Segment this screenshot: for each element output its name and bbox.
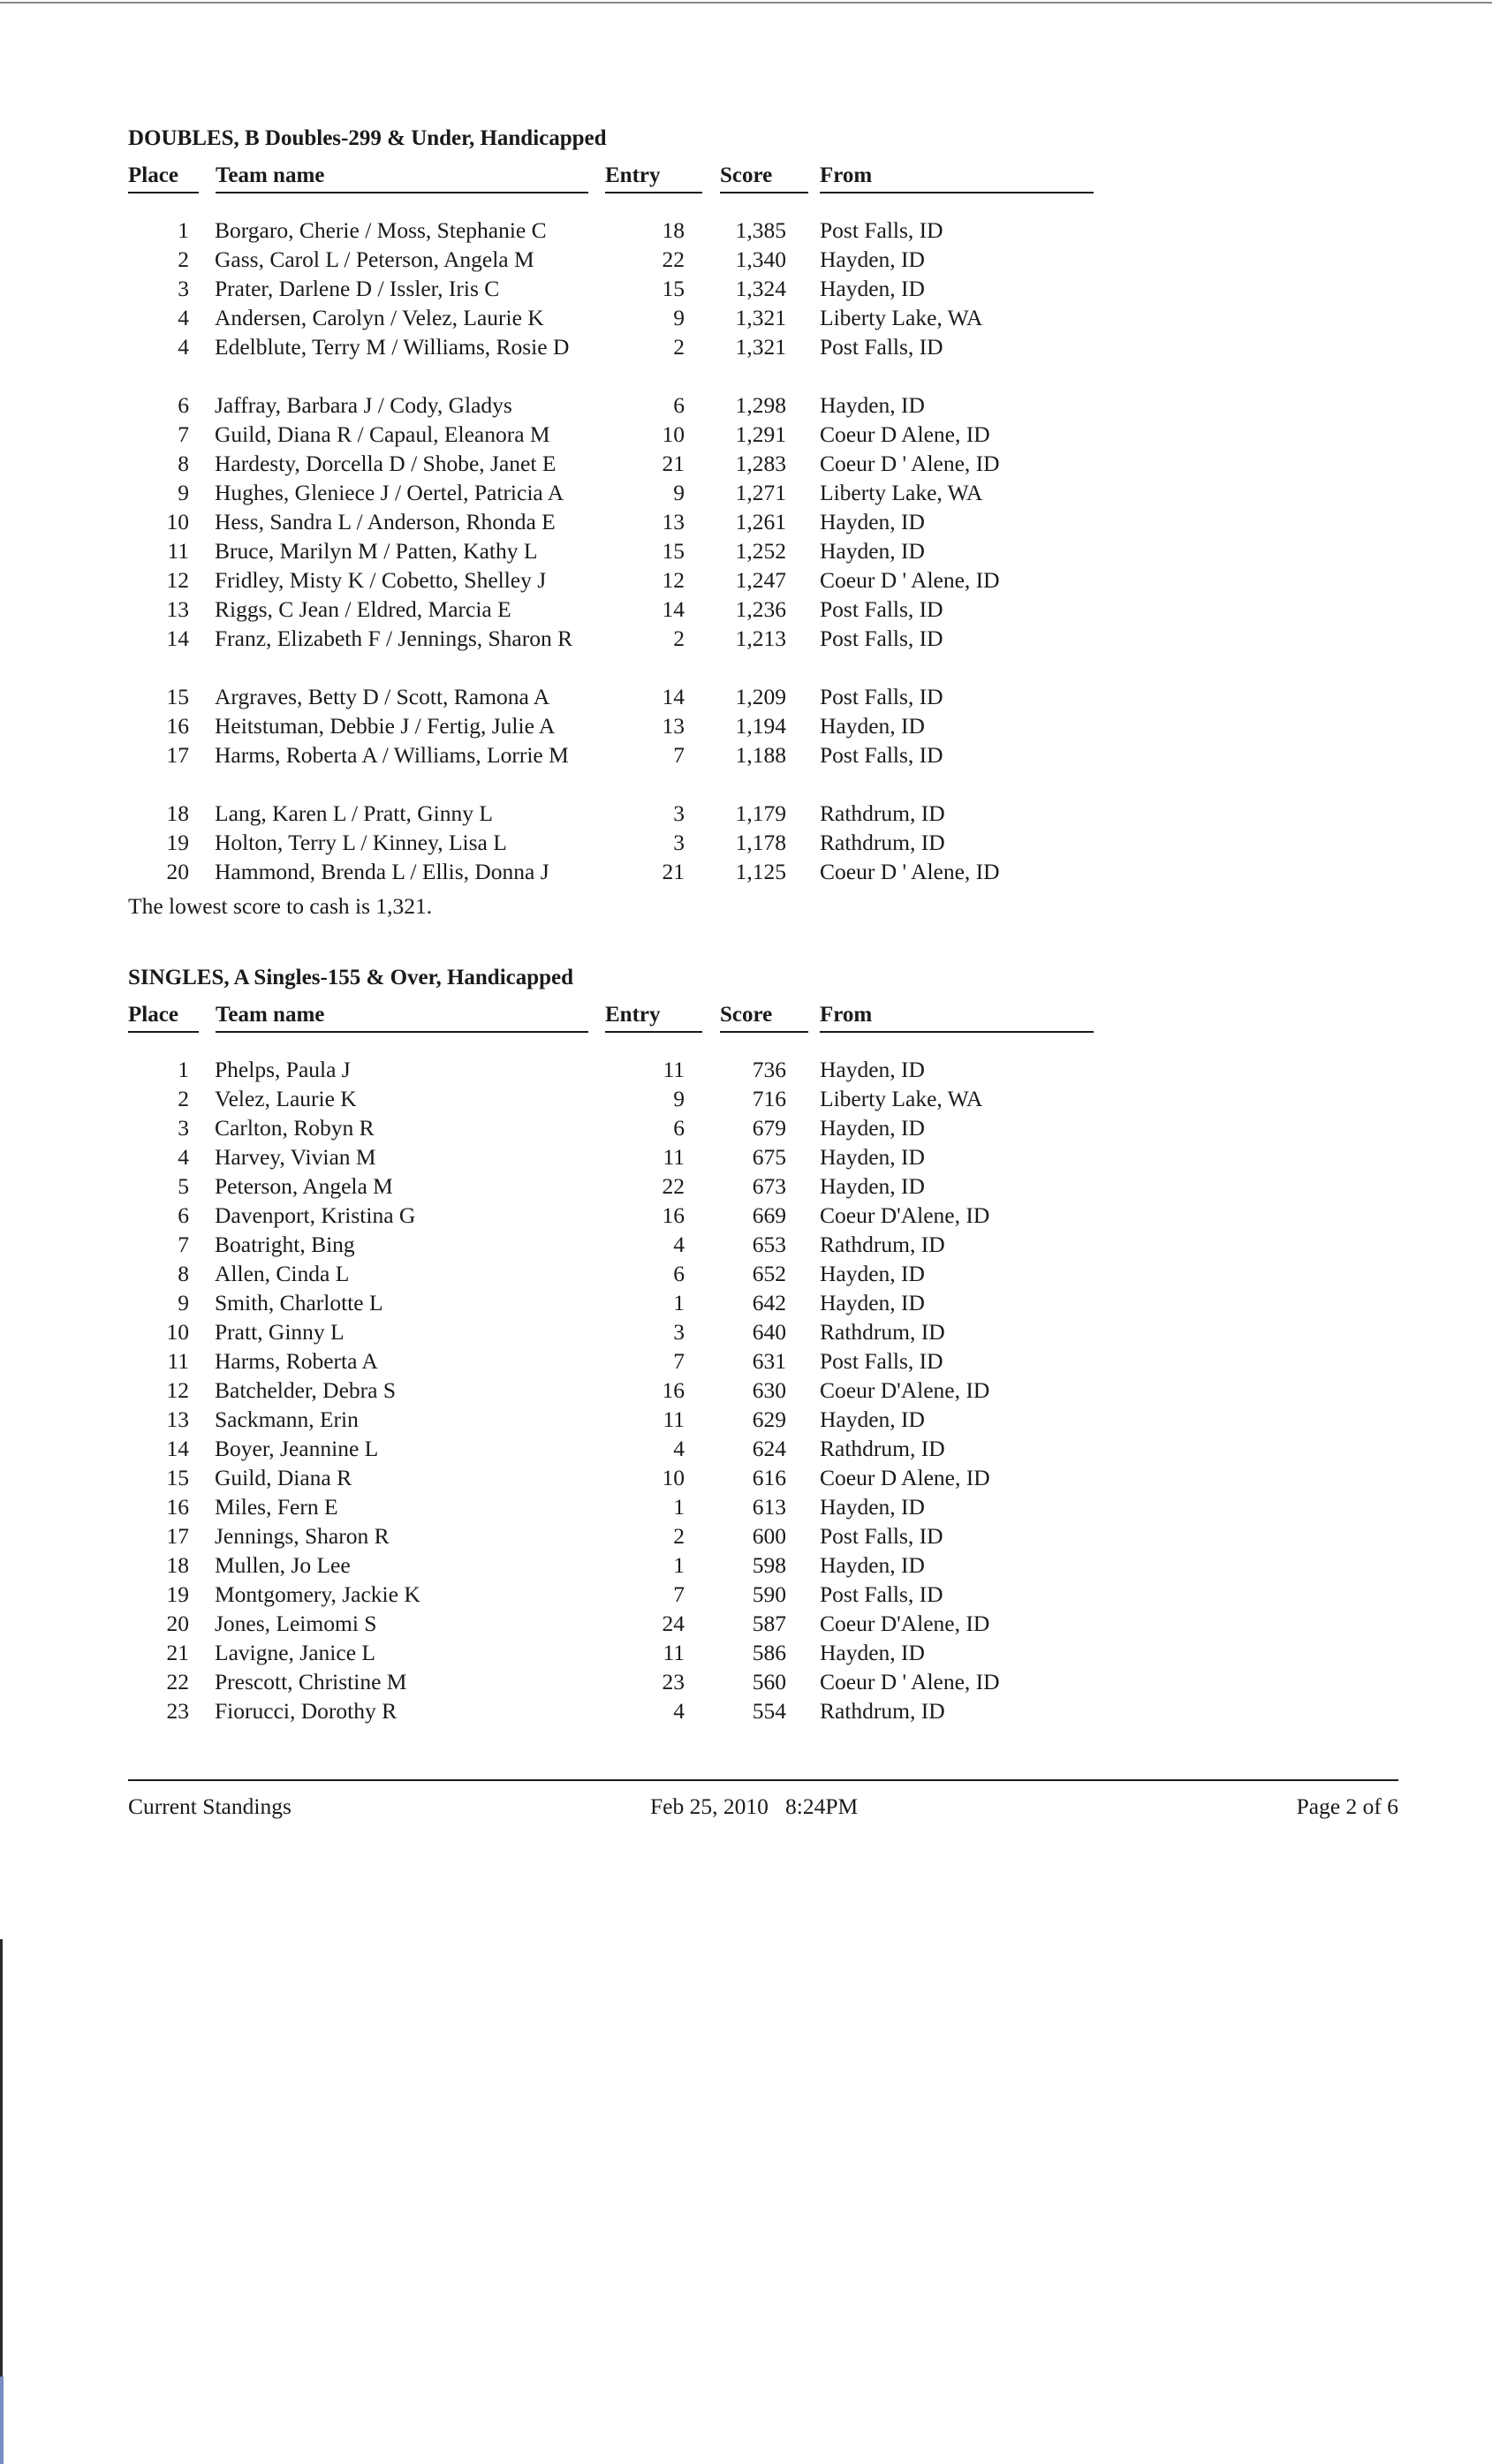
row-from: Hayden, ID — [820, 1552, 925, 1578]
row-place: 19 — [166, 830, 189, 855]
row-score: 1,283 — [735, 451, 786, 476]
row-team-name: Lavigne, Janice L — [215, 1640, 375, 1665]
cash-note: The lowest score to cash is 1,321. — [128, 893, 433, 919]
row-score: 1,385 — [735, 217, 786, 243]
table-row — [128, 595, 1100, 624]
row-score: 1,194 — [735, 713, 786, 739]
row-entry: 1 — [673, 1494, 685, 1520]
col-header-score: Score — [720, 163, 773, 187]
row-team-name: Phelps, Paula J — [215, 1057, 351, 1082]
row-place: 15 — [166, 1465, 189, 1490]
table-row — [128, 1696, 1100, 1725]
row-team-name: Jones, Leimomi S — [215, 1611, 377, 1636]
row-place: 14 — [166, 1436, 189, 1461]
row-team-name: Peterson, Angela M — [215, 1173, 393, 1199]
row-from: Hayden, ID — [820, 713, 925, 739]
row-from: Hayden, ID — [820, 1494, 925, 1520]
table-row — [128, 303, 1100, 332]
row-from: Coeur D ' Alene, ID — [820, 567, 1000, 593]
row-place: 1 — [178, 1057, 189, 1082]
row-place: 9 — [178, 1290, 189, 1315]
table-row — [128, 1317, 1100, 1346]
row-team-name: Velez, Laurie K — [215, 1086, 357, 1111]
row-entry: 3 — [673, 830, 685, 855]
table-row — [128, 1084, 1100, 1113]
col-header-team: Team name — [216, 1003, 325, 1027]
row-team-name: Harvey, Vivian M — [215, 1144, 376, 1170]
row-team-name: Hughes, Gleniece J / Oertel, Patricia A — [215, 480, 564, 505]
table-row — [128, 799, 1100, 828]
row-from: Coeur D'Alene, ID — [820, 1377, 990, 1403]
row-from: Liberty Lake, WA — [820, 305, 983, 330]
row-team-name: Hammond, Brenda L / Ellis, Donna J — [215, 859, 549, 884]
row-place: 1 — [178, 217, 189, 243]
row-score: 613 — [752, 1494, 786, 1520]
row-score: 600 — [752, 1523, 786, 1549]
row-score: 590 — [752, 1581, 786, 1607]
row-from: Rathdrum, ID — [820, 800, 945, 826]
row-entry: 14 — [662, 596, 685, 622]
row-place: 7 — [178, 1232, 189, 1257]
row-score: 1,321 — [735, 305, 786, 330]
row-team-name: Prater, Darlene D / Issler, Iris C — [215, 276, 500, 301]
row-from: Post Falls, ID — [820, 596, 943, 622]
row-score: 1,321 — [735, 334, 786, 360]
row-from: Rathdrum, ID — [820, 1698, 945, 1724]
row-team-name: Holton, Terry L / Kinney, Lisa L — [215, 830, 507, 855]
scan-left-edge-tint — [0, 2377, 4, 2464]
row-place: 17 — [166, 742, 189, 768]
row-from: Post Falls, ID — [820, 742, 943, 768]
table-row — [128, 216, 1100, 245]
row-place: 10 — [166, 509, 189, 534]
row-from: Coeur D ' Alene, ID — [820, 859, 1000, 884]
row-score: 675 — [752, 1144, 786, 1170]
row-place: 5 — [178, 1173, 189, 1199]
col-underline-entry — [605, 192, 702, 193]
col-underline-place — [128, 1031, 199, 1033]
row-team-name: Mullen, Jo Lee — [215, 1552, 351, 1578]
row-team-name: Andersen, Carolyn / Velez, Laurie K — [215, 305, 544, 330]
row-score: 586 — [752, 1640, 786, 1665]
row-place: 22 — [166, 1669, 189, 1694]
row-from: Coeur D Alene, ID — [820, 421, 990, 447]
row-team-name: Boyer, Jeannine L — [215, 1436, 379, 1461]
row-entry: 10 — [662, 1465, 685, 1490]
col-header-from: From — [820, 1003, 873, 1027]
row-score: 587 — [752, 1611, 786, 1636]
row-from: Rathdrum, ID — [820, 830, 945, 855]
row-place: 23 — [166, 1698, 189, 1724]
row-entry: 23 — [662, 1669, 685, 1694]
singles-table-body — [128, 1055, 1100, 1725]
row-team-name: Smith, Charlotte L — [215, 1290, 383, 1315]
row-entry: 9 — [673, 480, 685, 505]
table-row — [128, 1580, 1100, 1609]
row-entry: 13 — [662, 509, 685, 534]
row-from: Rathdrum, ID — [820, 1319, 945, 1345]
footer-page-number: Page 2 of 6 — [1296, 1793, 1398, 1819]
table-row — [128, 1055, 1100, 1084]
row-score: 736 — [752, 1057, 786, 1082]
row-entry: 6 — [673, 1261, 685, 1286]
table-row — [128, 1201, 1100, 1230]
row-entry: 21 — [662, 451, 685, 476]
row-from: Post Falls, ID — [820, 625, 943, 651]
row-entry: 4 — [673, 1436, 685, 1461]
row-team-name: Allen, Cinda L — [215, 1261, 350, 1286]
table-row — [128, 1288, 1100, 1317]
row-entry: 2 — [673, 334, 685, 360]
row-team-name: Hess, Sandra L / Anderson, Rhonda E — [215, 509, 556, 534]
table-row — [128, 449, 1100, 478]
row-score: 629 — [752, 1406, 786, 1432]
row-place: 11 — [167, 538, 189, 564]
table-row — [128, 1492, 1100, 1521]
row-team-name: Sackmann, Erin — [215, 1406, 359, 1432]
table-row — [128, 1171, 1100, 1201]
scan-top-edge — [0, 2, 1492, 4]
row-entry: 11 — [663, 1144, 685, 1170]
row-team-name: Fiorucci, Dorothy R — [215, 1698, 398, 1724]
row-place: 4 — [178, 334, 189, 360]
row-from: Hayden, ID — [820, 1115, 925, 1141]
row-score: 673 — [752, 1173, 786, 1199]
table-row — [128, 1521, 1100, 1550]
row-from: Hayden, ID — [820, 1261, 925, 1286]
row-from: Post Falls, ID — [820, 684, 943, 709]
col-underline-team — [216, 192, 588, 193]
row-from: Hayden, ID — [820, 392, 925, 418]
row-team-name: Guild, Diana R / Capaul, Eleanora M — [215, 421, 550, 447]
row-score: 669 — [752, 1202, 786, 1228]
table-row — [128, 1550, 1100, 1580]
row-score: 616 — [752, 1465, 786, 1490]
table-row — [128, 1259, 1100, 1288]
row-from: Post Falls, ID — [820, 217, 943, 243]
row-team-name: Boatright, Bing — [215, 1232, 355, 1257]
row-place: 6 — [178, 392, 189, 418]
row-entry: 1 — [673, 1290, 685, 1315]
col-header-from: From — [820, 163, 873, 187]
row-score: 653 — [752, 1232, 786, 1257]
table-row — [128, 1638, 1100, 1667]
row-from: Rathdrum, ID — [820, 1436, 945, 1461]
row-entry: 7 — [673, 1581, 685, 1607]
row-team-name: Edelblute, Terry M / Williams, Rosie D — [215, 334, 570, 360]
col-underline-score — [720, 192, 808, 193]
row-score: 560 — [752, 1669, 786, 1694]
footer-title: Current Standings — [128, 1793, 292, 1819]
col-underline-from — [820, 192, 1094, 193]
row-place: 3 — [178, 1115, 189, 1141]
col-header-entry: Entry — [605, 1003, 661, 1027]
row-entry: 11 — [663, 1406, 685, 1432]
table-row — [128, 624, 1100, 682]
row-score: 1,236 — [735, 596, 786, 622]
table-row — [128, 1376, 1100, 1405]
footer-rule — [128, 1779, 1398, 1781]
row-from: Post Falls, ID — [820, 334, 943, 360]
row-from: Hayden, ID — [820, 276, 925, 301]
row-score: 642 — [752, 1290, 786, 1315]
table-row — [128, 857, 1100, 886]
row-from: Hayden, ID — [820, 1406, 925, 1432]
col-underline-place — [128, 192, 199, 193]
col-underline-entry — [605, 1031, 702, 1033]
row-place: 21 — [166, 1640, 189, 1665]
row-score: 1,247 — [735, 567, 786, 593]
row-score: 1,340 — [735, 246, 786, 272]
row-place: 15 — [166, 684, 189, 709]
table-row — [128, 1142, 1100, 1171]
col-header-score: Score — [720, 1003, 773, 1027]
row-place: 8 — [178, 451, 189, 476]
row-from: Hayden, ID — [820, 1290, 925, 1315]
row-place: 11 — [167, 1348, 189, 1374]
col-header-entry: Entry — [605, 163, 661, 187]
table-row — [128, 1667, 1100, 1696]
row-team-name: Heitstuman, Debbie J / Fertig, Julie A — [215, 713, 556, 739]
table-row — [128, 274, 1100, 303]
table-row — [128, 1609, 1100, 1638]
row-from: Post Falls, ID — [820, 1523, 943, 1549]
table-row — [128, 1434, 1100, 1463]
row-entry: 10 — [662, 421, 685, 447]
row-score: 652 — [752, 1261, 786, 1286]
row-score: 1,125 — [735, 859, 786, 884]
row-score: 1,291 — [735, 421, 786, 447]
row-score: 716 — [752, 1086, 786, 1111]
table-row — [128, 1346, 1100, 1376]
row-entry: 9 — [673, 305, 685, 330]
row-team-name: Guild, Diana R — [215, 1465, 352, 1490]
singles-section-title: SINGLES, A Singles-155 & Over, Handicapped — [128, 966, 574, 989]
row-from: Rathdrum, ID — [820, 1232, 945, 1257]
row-from: Hayden, ID — [820, 509, 925, 534]
row-entry: 16 — [662, 1202, 685, 1228]
row-from: Coeur D ' Alene, ID — [820, 451, 1000, 476]
row-entry: 4 — [673, 1232, 685, 1257]
row-place: 16 — [166, 1494, 189, 1520]
row-from: Liberty Lake, WA — [820, 480, 983, 505]
doubles-table-body — [128, 216, 1100, 886]
row-score: 1,261 — [735, 509, 786, 534]
table-row — [128, 828, 1100, 857]
doubles-section-title: DOUBLES, B Doubles-299 & Under, Handicapped — [128, 126, 607, 150]
row-score: 1,179 — [735, 800, 786, 826]
row-entry: 16 — [662, 1377, 685, 1403]
col-underline-score — [720, 1031, 808, 1033]
row-place: 13 — [166, 596, 189, 622]
row-score: 598 — [752, 1552, 786, 1578]
row-entry: 11 — [663, 1057, 685, 1082]
row-team-name: Montgomery, Jackie K — [215, 1581, 420, 1607]
table-row — [128, 1113, 1100, 1142]
table-row — [128, 245, 1100, 274]
table-row — [128, 478, 1100, 507]
row-team-name: Jennings, Sharon R — [215, 1523, 390, 1549]
row-team-name: Pratt, Ginny L — [215, 1319, 345, 1345]
row-score: 1,209 — [735, 684, 786, 709]
row-entry: 18 — [662, 217, 685, 243]
row-entry: 15 — [662, 538, 685, 564]
row-place: 16 — [166, 713, 189, 739]
row-place: 20 — [166, 1611, 189, 1636]
row-place: 4 — [178, 305, 189, 330]
row-entry: 11 — [663, 1640, 685, 1665]
row-entry: 13 — [662, 713, 685, 739]
row-entry: 2 — [673, 1523, 685, 1549]
row-from: Post Falls, ID — [820, 1581, 943, 1607]
singles-section — [128, 963, 1100, 1725]
row-score: 1,324 — [735, 276, 786, 301]
row-place: 2 — [178, 1086, 189, 1111]
row-place: 2 — [178, 246, 189, 272]
row-place: 8 — [178, 1261, 189, 1286]
row-place: 20 — [166, 859, 189, 884]
row-place: 18 — [166, 800, 189, 826]
row-from: Hayden, ID — [820, 1144, 925, 1170]
row-place: 4 — [178, 1144, 189, 1170]
row-team-name: Harms, Roberta A — [215, 1348, 378, 1374]
row-place: 6 — [178, 1202, 189, 1228]
singles-column-headers — [128, 993, 1100, 1042]
row-score: 554 — [752, 1698, 786, 1724]
row-place: 3 — [178, 276, 189, 301]
table-row — [128, 740, 1100, 799]
table-row — [128, 1463, 1100, 1492]
row-entry: 3 — [673, 1319, 685, 1345]
row-score: 679 — [752, 1115, 786, 1141]
table-row — [128, 420, 1100, 449]
row-team-name: Bruce, Marilyn M / Patten, Kathy L — [215, 538, 538, 564]
row-team-name: Gass, Carol L / Peterson, Angela M — [215, 246, 534, 272]
row-from: Post Falls, ID — [820, 1348, 943, 1374]
row-from: Hayden, ID — [820, 1640, 925, 1665]
row-score: 640 — [752, 1319, 786, 1345]
row-place: 10 — [166, 1319, 189, 1345]
row-entry: 9 — [673, 1086, 685, 1111]
row-place: 18 — [166, 1552, 189, 1578]
table-row — [128, 711, 1100, 740]
row-team-name: Harms, Roberta A / Williams, Lorrie M — [215, 742, 569, 768]
row-entry: 7 — [673, 1348, 685, 1374]
row-from: Coeur D'Alene, ID — [820, 1611, 990, 1636]
row-entry: 22 — [662, 1173, 685, 1199]
row-from: Coeur D ' Alene, ID — [820, 1669, 1000, 1694]
row-team-name: Jaffray, Barbara J / Cody, Gladys — [215, 392, 512, 418]
row-from: Coeur D'Alene, ID — [820, 1202, 990, 1228]
row-place: 19 — [166, 1581, 189, 1607]
row-entry: 1 — [673, 1552, 685, 1578]
row-entry: 21 — [662, 859, 685, 884]
row-score: 631 — [752, 1348, 786, 1374]
row-score: 630 — [752, 1377, 786, 1403]
table-row — [128, 565, 1100, 595]
row-team-name: Franz, Elizabeth F / Jennings, Sharon R — [215, 625, 573, 651]
col-header-place: Place — [128, 163, 178, 187]
row-entry: 2 — [673, 625, 685, 651]
row-place: 12 — [166, 567, 189, 593]
row-entry: 3 — [673, 800, 685, 826]
col-underline-from — [820, 1031, 1094, 1033]
col-underline-team — [216, 1031, 588, 1033]
row-place: 7 — [178, 421, 189, 447]
table-row — [128, 507, 1100, 536]
row-team-name: Batchelder, Debra S — [215, 1377, 397, 1403]
row-team-name: Fridley, Misty K / Cobetto, Shelley J — [215, 567, 547, 593]
row-team-name: Davenport, Kristina G — [215, 1202, 416, 1228]
row-entry: 15 — [662, 276, 685, 301]
table-row — [128, 332, 1100, 390]
row-from: Hayden, ID — [820, 1057, 925, 1082]
row-score: 1,188 — [735, 742, 786, 768]
row-team-name: Borgaro, Cherie / Moss, Stephanie C — [215, 217, 547, 243]
row-team-name: Carlton, Robyn R — [215, 1115, 375, 1141]
row-entry: 4 — [673, 1698, 685, 1724]
row-entry: 22 — [662, 246, 685, 272]
row-team-name: Prescott, Christine M — [215, 1669, 407, 1694]
table-row — [128, 390, 1100, 420]
row-score: 624 — [752, 1436, 786, 1461]
doubles-section — [128, 124, 1100, 921]
row-from: Hayden, ID — [820, 538, 925, 564]
table-row — [128, 536, 1100, 565]
row-team-name: Hardesty, Dorcella D / Shobe, Janet E — [215, 451, 557, 476]
row-score: 1,213 — [735, 625, 786, 651]
row-score: 1,271 — [735, 480, 786, 505]
row-place: 12 — [166, 1377, 189, 1403]
row-team-name: Riggs, C Jean / Eldred, Marcia E — [215, 596, 511, 622]
row-place: 17 — [166, 1523, 189, 1549]
row-place: 13 — [166, 1406, 189, 1432]
doubles-column-headers — [128, 154, 1100, 203]
row-entry: 7 — [673, 742, 685, 768]
table-row — [128, 1405, 1100, 1434]
row-entry: 14 — [662, 684, 685, 709]
row-score: 1,178 — [735, 830, 786, 855]
footer-datetime: Feb 25, 2010 8:24PM — [650, 1793, 859, 1819]
row-entry: 6 — [673, 392, 685, 418]
row-from: Liberty Lake, WA — [820, 1086, 983, 1111]
row-entry: 6 — [673, 1115, 685, 1141]
row-score: 1,252 — [735, 538, 786, 564]
col-header-place: Place — [128, 1003, 178, 1027]
row-place: 9 — [178, 480, 189, 505]
row-score: 1,298 — [735, 392, 786, 418]
col-header-team: Team name — [216, 163, 325, 187]
row-entry: 12 — [662, 567, 685, 593]
row-entry: 24 — [662, 1611, 685, 1636]
row-from: Hayden, ID — [820, 246, 925, 272]
row-team-name: Argraves, Betty D / Scott, Ramona A — [215, 684, 550, 709]
row-from: Hayden, ID — [820, 1173, 925, 1199]
row-team-name: Miles, Fern E — [215, 1494, 338, 1520]
row-from: Coeur D Alene, ID — [820, 1465, 990, 1490]
table-row — [128, 682, 1100, 711]
row-team-name: Lang, Karen L / Pratt, Ginny L — [215, 800, 493, 826]
table-row — [128, 1230, 1100, 1259]
row-place: 14 — [166, 625, 189, 651]
